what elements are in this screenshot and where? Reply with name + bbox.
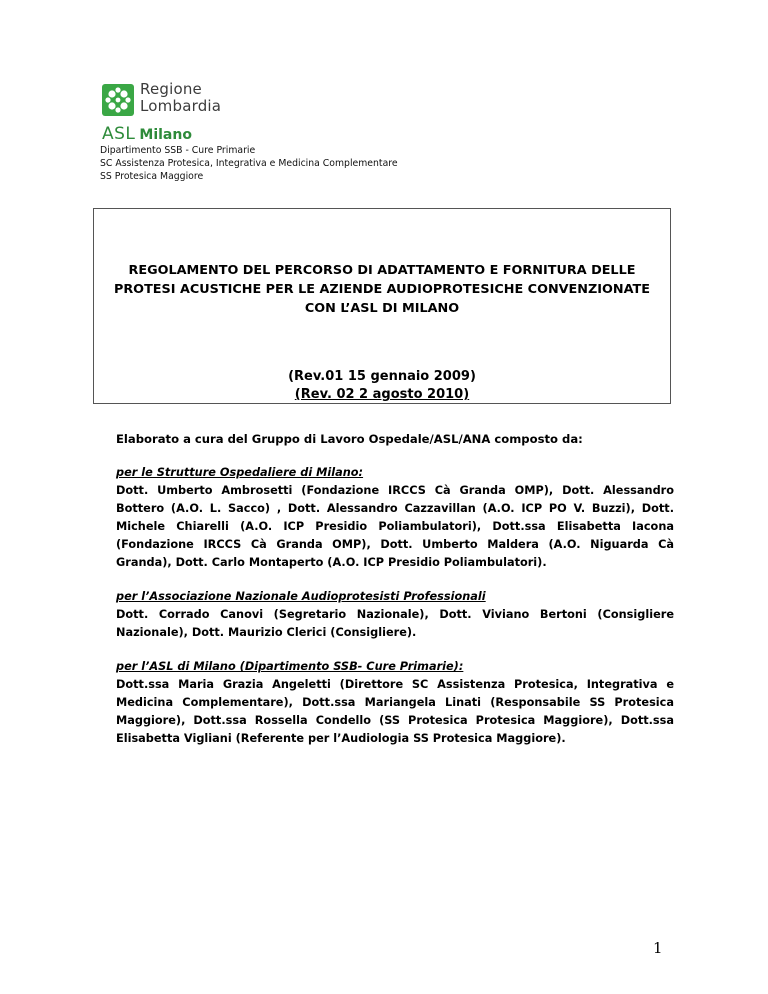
logo-wordmark [140, 81, 221, 115]
department-header [100, 144, 398, 183]
dept-line-1: Dipartimento SSB - Cure Primarie [100, 145, 256, 156]
logo-line-2: Lombardia [140, 97, 222, 115]
section-title-asl: per l’ASL di Milano (Dipartimento SSB- Cure Primarie): [116, 660, 464, 673]
asl-abbreviation: ASL [102, 124, 136, 144]
revision-2: (Rev. 02 2 agosto 2010) [294, 387, 470, 402]
section-title-hospitals: per le Strutture Ospedaliere di Milano: [116, 466, 364, 479]
section-text-association: Dott. Corrado Canovi (Segretario Nazionale), Dott. Viviano Bertoni (Consigliere Nazionale), Dott. Maurizio Clerici (Consigliere). [116, 608, 674, 639]
regione-lombardia-logo-icon [102, 84, 134, 116]
title-box [93, 208, 671, 404]
section-text-hospitals: Dott. Umberto Ambrosetti (Fondazione IRCCS Cà Granda OMP), Dott. Alessandro Bottero (A.O. L. Sacco) , Dott. Alessandro Cazzavillan (A.O. ICP PO V. Buzzi), Dott. Michele Chiarelli (A.O. ICP Presidio Poliambulatori), Dott.ssa Elisabetta Iacona (Fondazione IRCCS Cà Granda OMP), Dott. Umberto Maldera (A.O. Niguarda Cà Granda), Dott. Carlo Montaperto (A.O. ICP Presidio Poliambulatori). [116, 484, 674, 569]
dept-line-3: SS Protesica Maggiore [100, 171, 204, 182]
document-body [116, 430, 674, 764]
asl-city: Milano [139, 127, 192, 143]
logo-line-1: Regione [140, 80, 202, 98]
section-text-asl: Dott.ssa Maria Grazia Angeletti (Direttore SC Assistenza Protesica, Integrativa e Medicina Complementare), Dott.ssa Mariangela Linati (Responsabile SS Protesica Maggiore), Dott.ssa Rossella Condello (SS Protesica Protesica Maggiore), Dott.ssa Elisabetta Vigliani (Referente per l’Audiologia SS Protesica Maggiore). [116, 678, 674, 745]
intro-text: Elaborato a cura del Gruppo di Lavoro Ospedale/ASL/ANA composto da: [116, 432, 583, 446]
revision-1: (Rev.01 15 gennaio 2009) [288, 369, 476, 384]
document-title: REGOLAMENTO DEL PERCORSO DI ADATTAMENTO E FORNITURA DELLE PROTESI ACUSTICHE PER LE AZIENDE AUDIOPROTESICHE CONVENZIONATE CON L’ASL DI MILANO [113, 263, 651, 316]
asl-milano-wordmark [102, 124, 192, 144]
header-logo-block [100, 80, 300, 144]
section-title-association: per l’Associazione Nazionale Audioprotesisti Professionali [116, 590, 486, 603]
page-number: 1 [653, 939, 663, 957]
dept-line-2: SC Assistenza Protesica, Integrativa e Medicina Complementare [100, 158, 398, 169]
